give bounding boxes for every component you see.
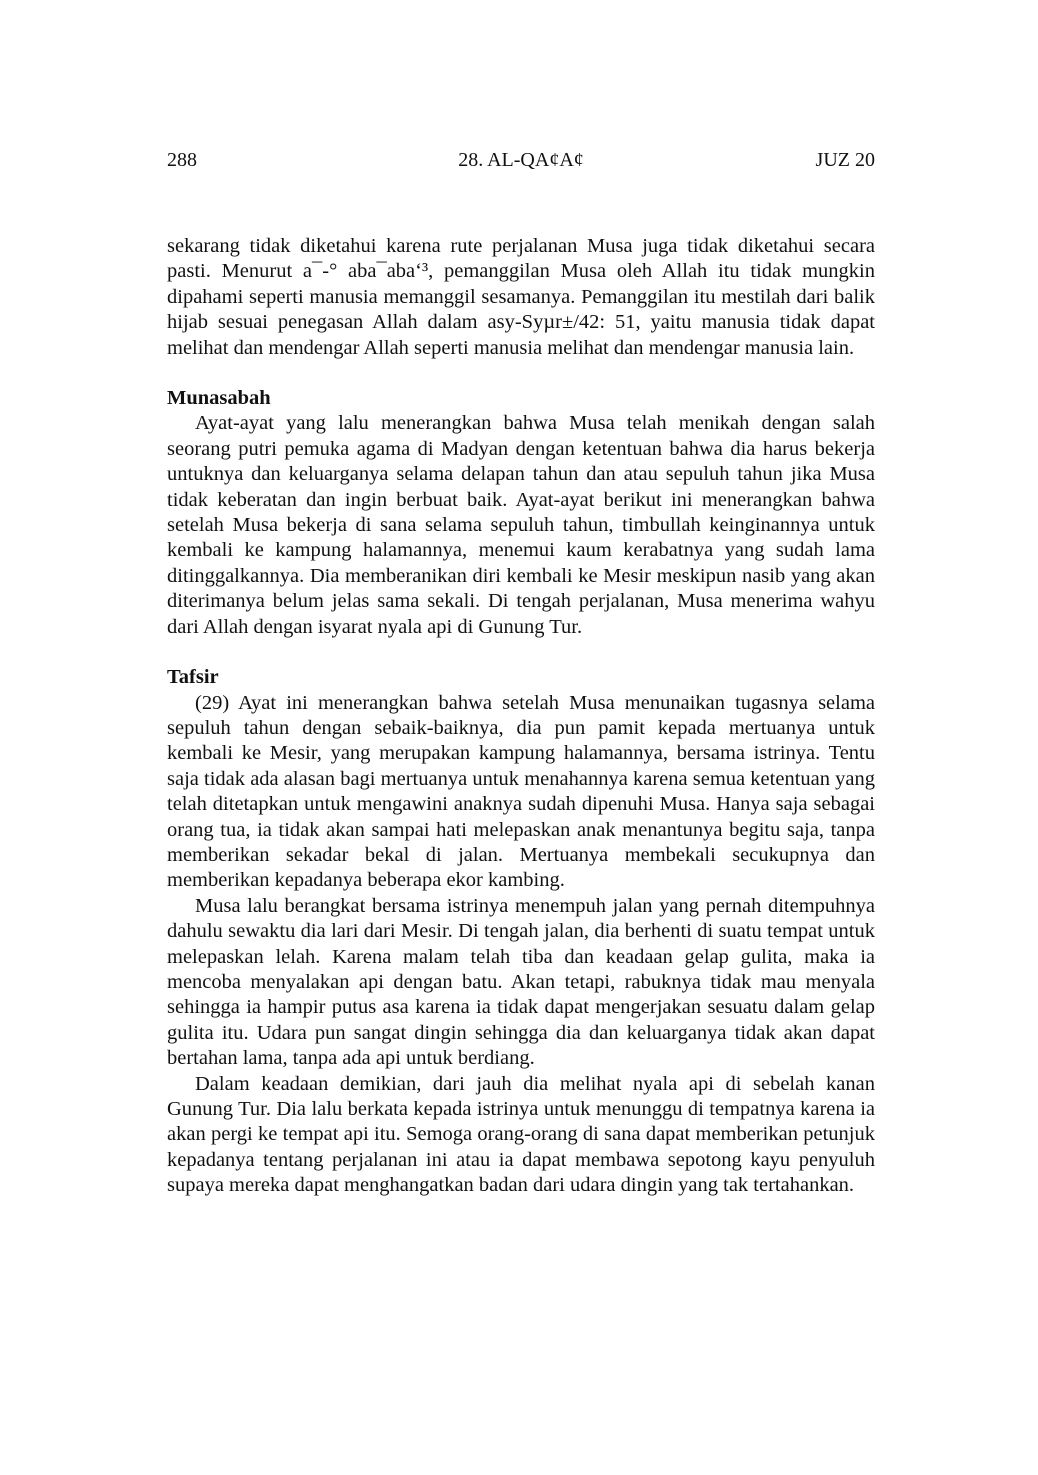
tafsir-heading: Tafsir (167, 666, 219, 689)
page-header (167, 146, 875, 174)
munasabah-heading: Munasabah (167, 387, 271, 410)
intro-paragraph: sekarang tidak diketahui karena rute perjalanan Musa juga tidak diketahui secara pasti. Menurut a¯-° aba¯aba‘³, pemanggilan Musa oleh Allah itu tidak mungkin dipahami seperti manusia memanggil sesamanya. Pemanggilan itu mestilah dari balik hijab sesuai penegasan Allah dalam asy-Syµr±/42: 51, yaitu manusia tidak dapat melihat dan mendengar Allah seperti manusia melihat dan mendengar manusia lain. (167, 235, 875, 359)
surah-title: 28. AL-QA¢A¢ (458, 149, 584, 171)
munasabah-paragraph: Ayat-ayat yang lalu menerangkan bahwa Musa telah menikah dengan salah seorang putri pemuka agama di Madyan dengan ketentuan bahwa dia harus bekerja untuknya dan keluarganya selama delapan tahun dan atau sepuluh tahun jika Musa tidak keberatan dan ingin berbuat baik. Ayat-ayat berikut ini menerangkan bahwa setelah Musa bekerja di sana selama sepuluh tahun, timbullah keinginannya untuk kembali ke kampung halamannya, menemui kaum kerabatnya yang sudah lama ditinggalkannya. Dia memberanikan diri kembali ke Mesir meskipun nasib yang akan diterimanya belum jelas sama sekali. Di tengah perjalanan, Musa menerima wahyu dari Allah dengan isyarat nyala api di Gunung Tur. (167, 412, 875, 638)
tafsir-paragraph: (29) Ayat ini menerangkan bahwa setelah Musa menunaikan tugasnya selama sepuluh tahun dengan sebaik-baiknya, dia pun pamit kepada mertuanya untuk kembali ke Mesir, yang merupakan kampung halamannya, bersama istrinya. Tentu saja tidak ada alasan bagi mertuanya untuk menahannya karena semua ketentuan yang telah ditetapkan untuk mengawini anaknya sudah dipenuhi Musa. Hanya saja sebagai orang tua, ia tidak akan sampai hati melepaskan anak menantunya begitu saja, tanpa memberikan sekadar bekal di jalan. Mertuanya membekali secukupnya dan memberikan kepadanya beberapa ekor kambing. (167, 691, 875, 892)
section-gap (167, 640, 875, 665)
tafsir-paragraph: Dalam keadaan demikian, dari jauh dia melihat nyala api di sebelah kanan Gunung Tur. Dia lalu berkata kepada istrinya untuk menunggu di tempatnya karena ia akan pergi ke tempat api itu. Semoga orang-orang di sana dapat memberikan petunjuk kepadanya tentang perjalanan ini atau ia dapat membawa sepotong kayu penyuluh supaya mereka dapat menghangatkan badan dari udara dingin yang tak tertahankan. (167, 1072, 875, 1197)
section-gap (167, 361, 875, 386)
tafsir-paragraph: Musa lalu berangkat bersama istrinya menempuh jalan yang pernah ditempuhnya dahulu sewaktu dia lari dari Mesir. Di tengah jalan, dia berhenti di suatu tempat untuk melepaskan lelah. Karena malam telah tiba dan keadaan gelap gulita, maka ia mencoba menyalakan api dengan batu. Akan tetapi, rabuknya tidak mau menyala sehingga ia hampir putus asa karena ia tidak dapat mengerjakan sesuatu dalam gelap gulita itu. Udara pun sangat dingin sehingga dia dan keluarganya tidak akan dapat bertahan lama, tanpa ada api untuk berdiang. (167, 894, 875, 1070)
juz-label: JUZ 20 (815, 149, 875, 171)
page-body (167, 234, 875, 1199)
page-number: 288 (167, 149, 197, 171)
